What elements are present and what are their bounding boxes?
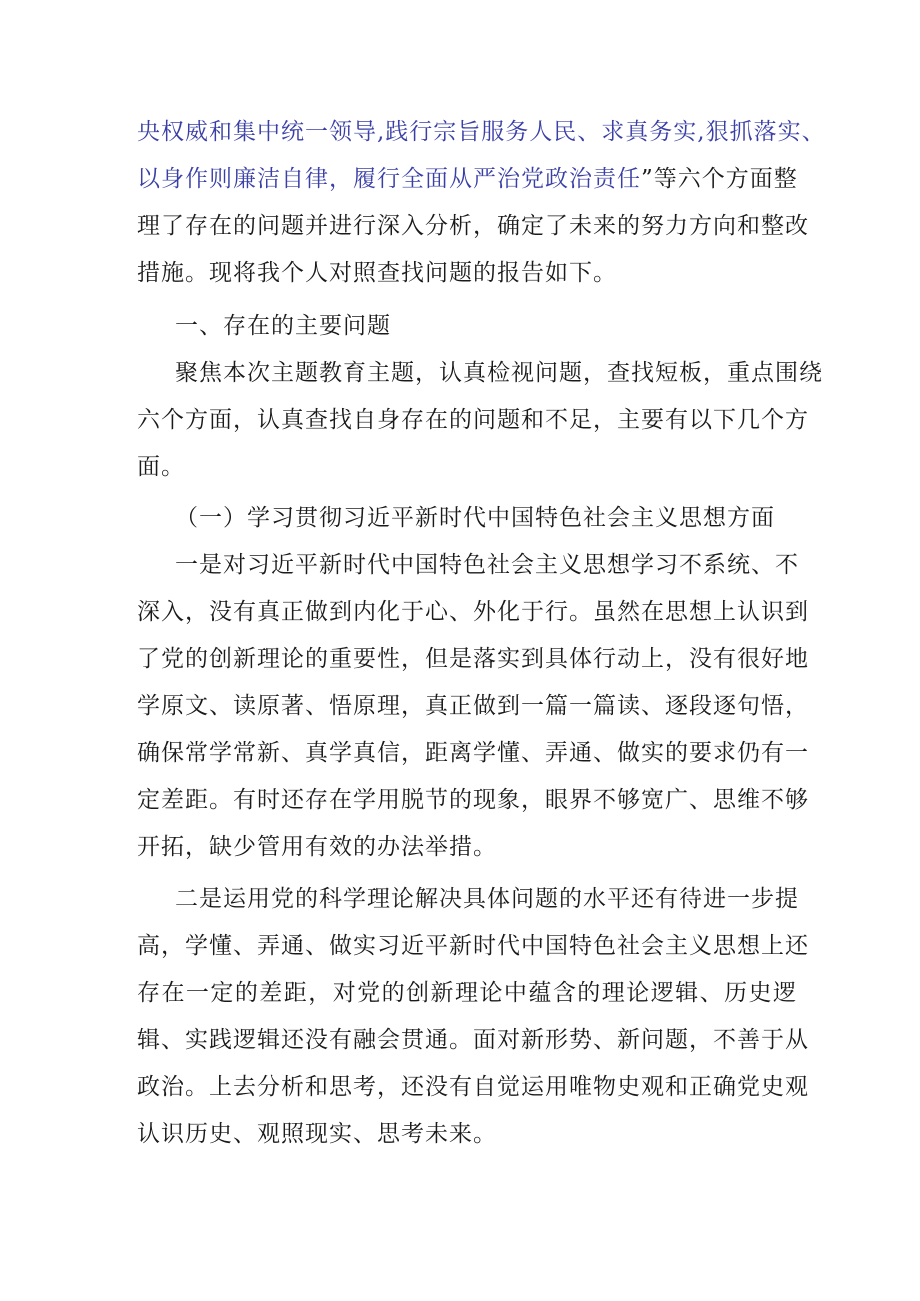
intro-line-4: 措施。现将我个人对照查找问题的报告如下。: [137, 260, 617, 286]
point-two-line-3: 存在一定的差距，对党的创新理论中蕴含的理论逻辑、历史逻: [137, 980, 797, 1006]
point-two-line-2: 高，学懂、弄通、做实习近平新时代中国特色社会主义思想上还: [137, 933, 809, 959]
intro-line-1: 央权威和集中统一领导,践行宗旨服务人民、求真务实,狠抓落实、: [137, 119, 826, 145]
intro-line-2: [137, 157, 797, 201]
point-one-line-3: 了党的创新理论的重要性，但是落实到具体行动上，没有很好地: [137, 646, 809, 672]
subsection-heading: （一）学习贯彻习近平新时代中国特色社会主义思想方面: [175, 505, 775, 531]
focus-line-3: 面。: [137, 454, 185, 480]
point-two-line-4: 辑、实践逻辑还没有融会贯通。面对新形势、新问题，不善于从: [137, 1027, 809, 1053]
intro-line-3: 理了存在的问题并进行深入分析，确定了未来的努力方向和整改: [137, 213, 809, 239]
point-one-line-1: 一是对习近平新时代中国特色社会主义思想学习不系统、不: [175, 552, 799, 578]
point-one-line-6: 定差距。有时还存在学用脱节的现象，眼界不够宽广、思维不够: [137, 787, 809, 813]
focus-line-2: 六个方面，认真查找自身存在的问题和不足，主要有以下几个方: [137, 407, 809, 433]
point-one-line-7: 开拓，缺少管用有效的办法举措。: [137, 834, 497, 860]
point-two-line-6: 认识历史、观照现实、思考未来。: [137, 1121, 497, 1147]
focus-line-1: 聚焦本次主题教育主题，认真检视问题，查找短板，重点围绕: [175, 360, 823, 386]
point-one-line-4: 学原文、读原著、悟原理，真正做到一篇一篇读、逐段逐句悟，: [137, 693, 809, 719]
point-two-line-1: 二是运用党的科学理论解决具体问题的水平还有待进一步提: [175, 886, 799, 912]
section-heading: 一、存在的主要问题: [175, 313, 391, 339]
point-one-line-5: 确保常学常新、真学真信，距离学懂、弄通、做实的要求仍有一: [137, 740, 809, 766]
point-two-line-5: 政治。上去分析和思考，还没有自觉运用唯物史观和正确党史观: [137, 1074, 809, 1100]
intro-line-2-rest: ”等六个方面整: [641, 166, 798, 192]
point-one-line-2: 深入，没有真正做到内化于心、外化于行。虽然在思想上认识到: [137, 599, 809, 625]
intro-line-2-highlight: 以身作则廉洁自律，履行全面从严治党政治责任: [137, 166, 641, 192]
